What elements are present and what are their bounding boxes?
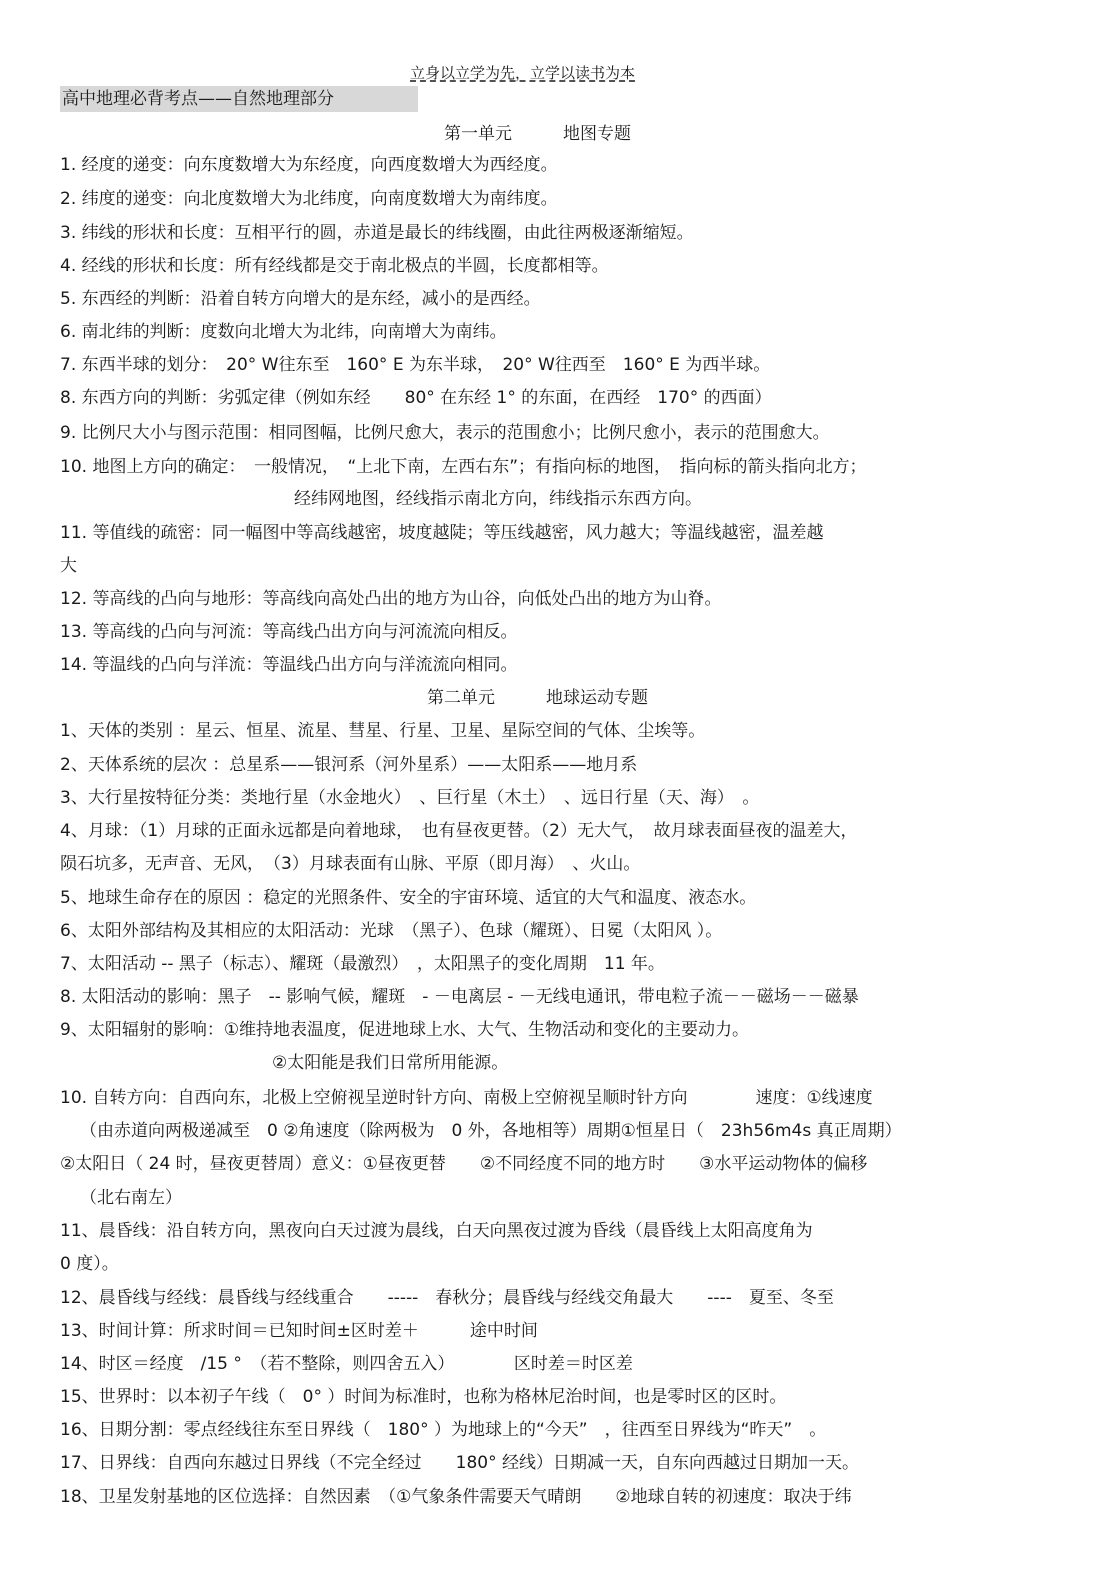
item-u2-1: 1、天体的类别 ：星云、恒星、流星、彗星、行星、卫星、星际空间的气体、尘埃等。 [60, 721, 706, 741]
item-u2-17: 17、日界线：自西向东越过日界线（不完全经过 180° 经线）日期减一天，自东向西越过日期加一天。 [60, 1453, 859, 1473]
item-u1-11: 11. 等值线的疏密：同一幅图中等高线越密，坡度越陡；等压线越密，风力越大；等温线越密，温差越 [60, 523, 824, 543]
item-u2-10-cont-1: （由赤道向两极递减至 0 ②角速度（除两极为 0 外，各地相等）周期①恒星日（ 23h56m4s 真正周期） [80, 1121, 902, 1141]
item-u2-4: 4、月球：（1）月球的正面永远都是向着地球， 也有昼夜更替。（2）无大气， 故月球表面昼夜的温差大， [60, 821, 858, 841]
item-u2-10-cont-2: ②太阳日（ 24 时，昼夜更替周）意义：①昼夜更替 ②不同经度不同的地方时 ③水平运动物体的偏移 [60, 1154, 868, 1174]
item-u1-3: 3. 纬线的形状和长度：互相平行的圆，赤道是最长的纬线圈，由此往两极逐渐缩短。 [60, 223, 694, 243]
unit-1-title: 第一单元 地图专题 [444, 124, 631, 144]
item-u1-11-cont: 大 [60, 556, 77, 576]
item-u1-12: 12. 等高线的凸向与地形：等高线向高处凸出的地方为山谷，向低处凸出的地方为山脊。 [60, 589, 722, 609]
item-u2-2: 2、天体系统的层次 ：总星系——银河系（河外星系）——太阳系——地月系 [60, 755, 638, 775]
item-u1-10: 10. 地图上方向的确定： 一般情况， “上北下南，左西右东”；有指向标的地图， 指向标的箭头指向北方； [60, 457, 867, 477]
item-u2-10: 10. 自转方向：自西向东，北极上空俯视呈逆时针方向、南极上空俯视呈顺时针方向 速度：①线速度 [60, 1088, 873, 1108]
item-u2-12: 12、晨昏线与经线：晨昏线与经线重合 ----- 春秋分；晨昏线与经线交角最大 ---- 夏至、冬至 [60, 1288, 834, 1308]
item-u2-14: 14、时区＝经度 /15 ° （若不整除，则四舍五入） 区时差＝时区差 [60, 1354, 633, 1374]
item-u2-16: 16、日期分割：零点经线往东至日界线（ 180° ）为地球上的“今天” ，往西至日界线为“昨天” 。 [60, 1420, 827, 1440]
item-u2-7: 7、太阳活动 -- 黑子（标志）、耀斑（最激烈） ，太阳黑子的变化周期 11 年。 [60, 954, 665, 974]
item-u2-3: 3、大行星按特征分类：类地行星（水金地火） 、巨行星（木土） 、远日行星（天、海） 。 [60, 788, 760, 808]
item-u1-5: 5. 东西经的判断：沿着自转方向增大的是东经，减小的是西经。 [60, 289, 541, 309]
item-u2-10-cont-3: （北右南左） [80, 1188, 182, 1208]
item-u1-7: 7. 东西半球的划分： 20° W往东至 160° E 为东半球， 20° W往西至 160° E 为西半球。 [60, 355, 771, 375]
item-u2-18: 18、卫星发射基地的区位选择：自然因素 （①气象条件需要天气晴朗 ②地球自转的初速度：取决于纬 [60, 1487, 852, 1507]
item-u2-4-cont: 陨石坑多，无声音、无风， （3）月球表面有山脉、平原（即月海） 、火山。 [60, 854, 641, 874]
header-motto: 立身以立学为先，立学以读书为本 [410, 64, 636, 82]
item-u1-6: 6. 南北纬的判断：度数向北增大为北纬，向南增大为南纬。 [60, 322, 507, 342]
item-u2-9-cont: ②太阳能是我们日常所用能源。 [272, 1053, 509, 1073]
item-u2-11: 11、晨昏线：沿自转方向，黑夜向白天过渡为晨线，白天向黑夜过渡为昏线（晨昏线上太阳高度角为 [60, 1221, 813, 1241]
item-u1-13: 13. 等高线的凸向与河流：等高线凸出方向与河流流向相反。 [60, 622, 518, 642]
item-u2-13: 13、时间计算：所求时间＝已知时间±区时差＋ 途中时间 [60, 1321, 538, 1341]
item-u2-5: 5、地球生命存在的原因 ：稳定的光照条件、安全的宇宙环境、适宜的大气和温度、液态水。 [60, 888, 757, 908]
document-title: 高中地理必背考点——自然地理部分 [60, 86, 418, 112]
item-u1-1: 1. 经度的递变：向东度数增大为东经度，向西度数增大为西经度。 [60, 155, 558, 175]
item-u2-6: 6、太阳外部结构及其相应的太阳活动：光球 （黑子）、色球（耀斑）、日冕（太阳风 ）。 [60, 921, 723, 941]
item-u1-8: 8. 东西方向的判断：劣弧定律（例如东经 80° 在东经 1° 的东面，在西经 170° 的西面） [60, 388, 772, 408]
item-u2-11-cont: 0 度）。 [60, 1254, 119, 1274]
item-u1-4: 4. 经线的形状和长度：所有经线都是交于南北极点的半圆，长度都相等。 [60, 256, 609, 276]
unit-2-title: 第二单元 地球运动专题 [427, 688, 648, 708]
item-u1-9: 9. 比例尺大小与图示范围：相同图幅，比例尺愈大，表示的范围愈小；比例尺愈小，表示的范围愈大。 [60, 423, 830, 443]
item-u2-15: 15、世界时：以本初子午线（ 0° ）时间为标准时，也称为格林尼治时间，也是零时区的区时。 [60, 1387, 787, 1407]
item-u2-8: 8. 太阳活动的影响：黑子 -- 影响气候，耀斑 - －电离层 - －无线电通讯，带电粒子流－－磁场－－磁暴 [60, 987, 859, 1007]
item-u1-2: 2. 纬度的递变：向北度数增大为北纬度，向南度数增大为南纬度。 [60, 189, 558, 209]
item-u1-14: 14. 等温线的凸向与洋流：等温线凸出方向与洋流流向相同。 [60, 655, 518, 675]
item-u2-9: 9、太阳辐射的影响：①维持地表温度，促进地球上水、大气、生物活动和变化的主要动力。 [60, 1020, 750, 1040]
item-u1-10-cont: 经纬网地图，经线指示南北方向，纬线指示东西方向。 [294, 489, 702, 509]
